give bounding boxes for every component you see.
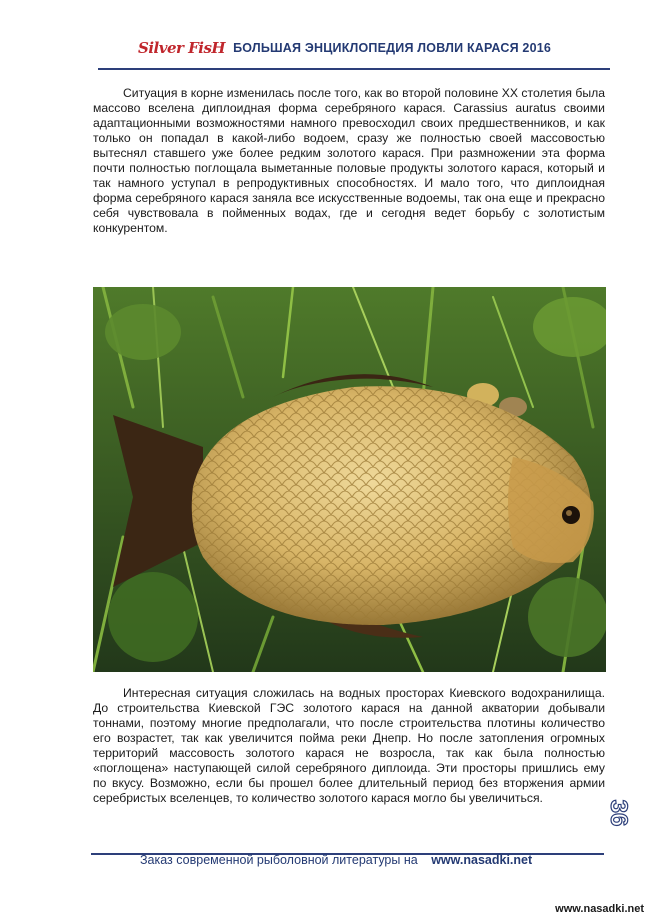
header-divider bbox=[98, 68, 610, 70]
paragraph-2: Интересная ситуация сложилась на водных просторах Киевского водохранилища. До строительства Киевской ГЭС золотого карася на данной акватории добывали тоннами, поэтому многие предполагали, что после строительства плотины количество его возрастет, так как увеличится пойма реки Днепр. Но после затопления огромных территорий массовость золотого карася не возросла, так как была полностью «поглощена» наступающей силой серебряного диплоида. Эти просторы пришлись ему по вкусу. Возможно, если бы прошел более длительный период без вторжения армии серебристых вселенцев, то количество золотого карася могло бы увеличиться. bbox=[93, 686, 605, 805]
footer-text: Заказ современной рыболовной литературы на bbox=[140, 853, 418, 867]
crucian-carp-photo bbox=[93, 287, 606, 672]
page-footer bbox=[140, 853, 600, 871]
book-title: БОЛЬШАЯ ЭНЦИКЛОПЕДИЯ ЛОВЛИ КАРАСЯ 2016 bbox=[233, 41, 552, 55]
page-header bbox=[138, 36, 598, 60]
page-number: 36 bbox=[605, 799, 632, 827]
publisher-logo: Silver FisH bbox=[138, 39, 226, 57]
paragraph-1: Ситуация в корне изменилась после того, как во второй половине XX столетия была массово вселена диплоидная форма серебряного карася. Carassius auratus своими адаптационными возможностями намного превосходил своих предшественников, и как только он попадал в какой-либо водоем, сразу же полностью своей массовостью вытеснял ставшего уже более редким золотого карася. При размножении эта форма почти полностью поглощала выметанные половые продукты золотого карася, который и так намного уступал в репродуктивных способностях. И мало того, что диплоидная форма серебряного карася заняла все искусственные водоемы, так она еще и прекрасно себя чувствовала в пойменных водах, где и сегодня ведет борьбу с золотистым конкурентом. bbox=[93, 86, 605, 235]
site-watermark: www.nasadki.net bbox=[555, 903, 644, 915]
footer-link[interactable]: www.nasadki.net bbox=[431, 853, 533, 867]
